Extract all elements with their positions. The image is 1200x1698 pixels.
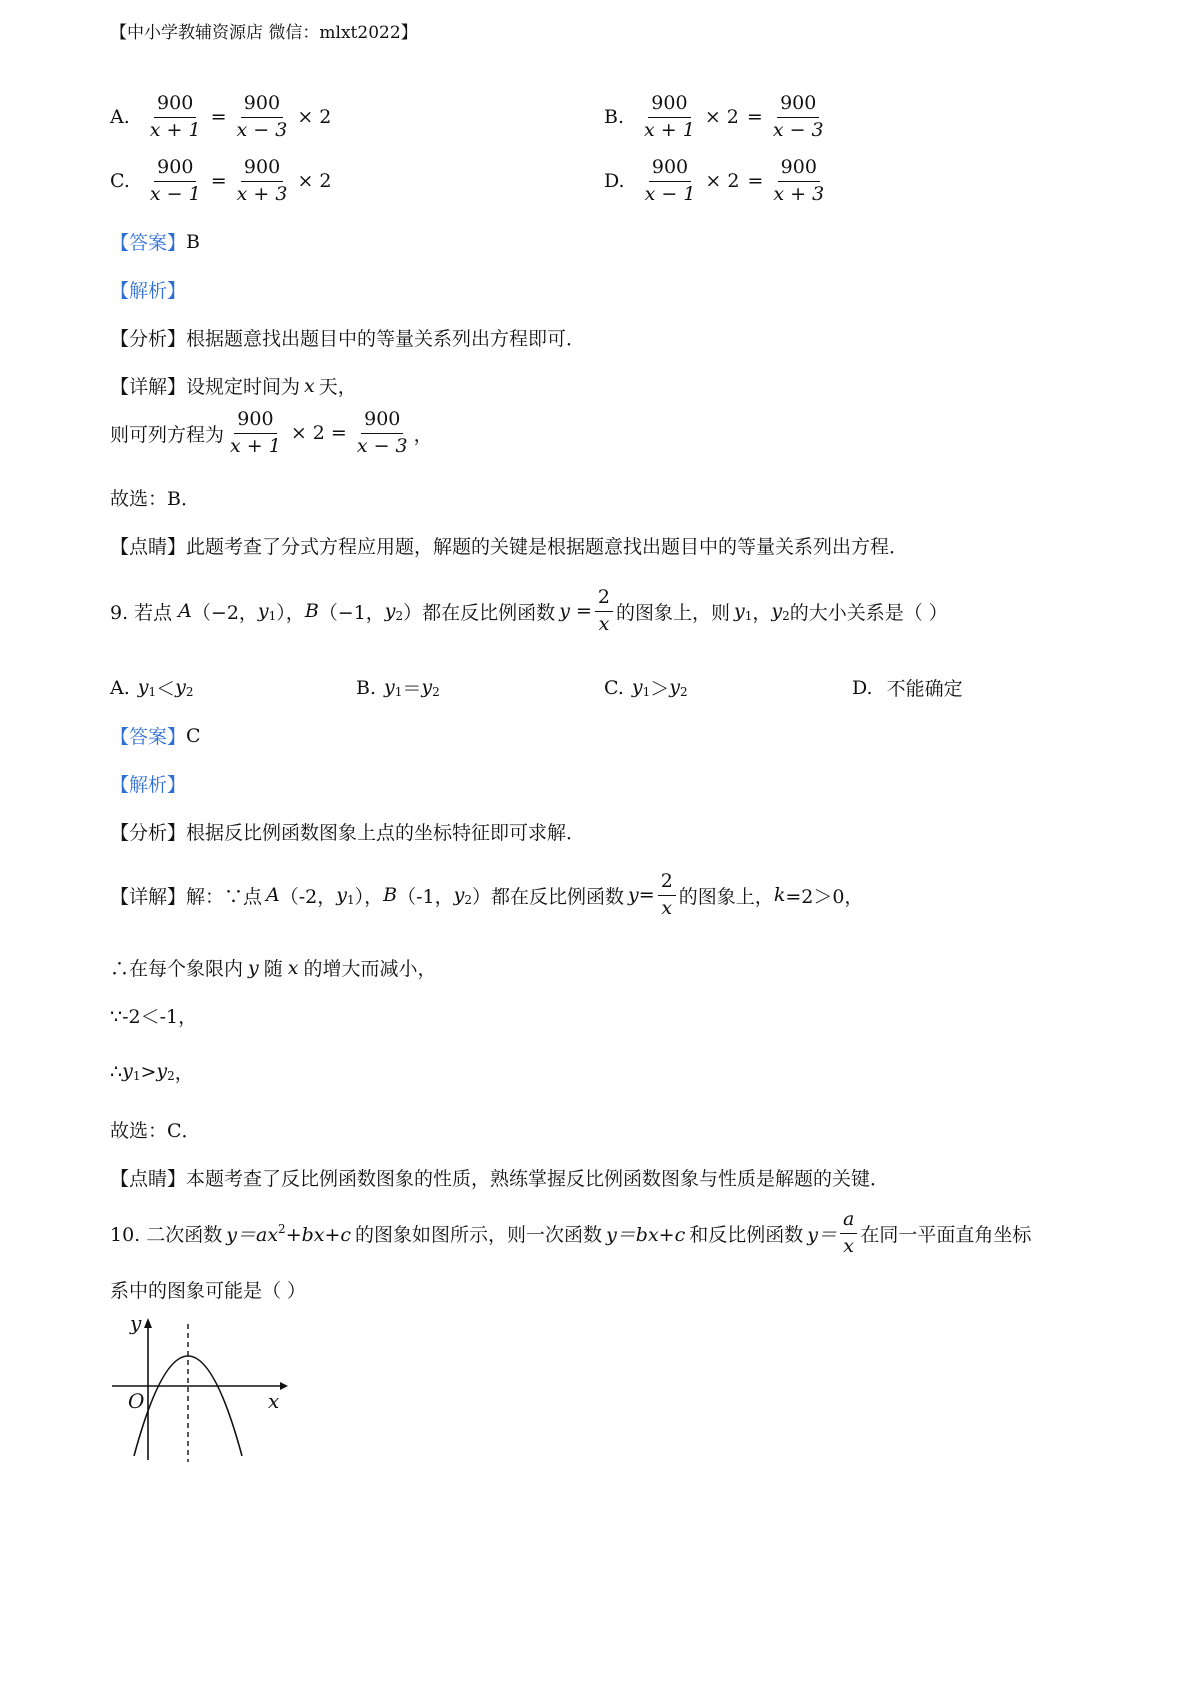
jiexi-label: 【解析】 [110, 774, 187, 796]
text: 10. 二次函数 [110, 1223, 223, 1246]
text: 在同一平面直角坐标 [860, 1223, 1032, 1246]
text: 随 [263, 958, 283, 980]
q9-option-b: B. $y_1$ ＝ $y_2$ [356, 676, 440, 700]
y1: $y_1$ [122, 1060, 141, 1083]
y2: $y_2$ [384, 599, 404, 623]
fraction: $\frac{2}{x}$ [595, 588, 613, 635]
q9-option-d: D. 不能确定 [852, 676, 963, 700]
answer-value: C [186, 724, 201, 747]
q8-dianjing [110, 532, 908, 559]
x-label: x [268, 1389, 280, 1413]
q8-jiexi [110, 276, 186, 303]
q9-line2 [110, 954, 437, 981]
equals-sign: = [210, 170, 227, 193]
fenxi-text: 根据题意找出题目中的等量关系列出方程即可． [186, 328, 586, 350]
origin-label: O [128, 1389, 145, 1413]
text: （−1， [318, 601, 385, 624]
xiangjie-label: 【详解】 [110, 885, 187, 908]
fraction: $\frac{900}{x + 3}$ [236, 156, 288, 205]
text: 天， [318, 376, 357, 398]
text: > [140, 1060, 157, 1083]
fraction: $\frac{900}{x - 3}$ [236, 92, 288, 141]
times-two: × 2 [705, 170, 740, 193]
equals-sign: = [210, 106, 227, 129]
text: 的图象如图所示，则一次函数 [355, 1223, 603, 1246]
y2: $y_2$ [453, 883, 473, 907]
fenxi-label: 【分析】 [110, 328, 187, 350]
fraction: $\frac{900}{x + 1}$ [149, 92, 201, 141]
q9-guxuan [110, 1116, 201, 1143]
text: （-2， [279, 885, 337, 908]
quadratic-expr: $y=ax^2+bx+c$ [226, 1221, 352, 1246]
dianjing-label: 【点睛】 [110, 1168, 187, 1190]
times-equals: × 2 = [290, 422, 347, 445]
y-axis-arrow [144, 1318, 152, 1328]
var-x: x [287, 956, 299, 979]
dianjing-text: 本题考查了反比例函数图象的性质，熟练掌握反比例函数图象与性质是解题的关键． [186, 1168, 890, 1190]
y-label: y [130, 1316, 142, 1335]
q8-option-d [604, 158, 830, 205]
text: ， [752, 601, 772, 624]
text: ， [174, 1062, 194, 1084]
fraction: $\frac{a}{x}$ [840, 1210, 857, 1257]
var-x: x [304, 374, 315, 397]
y1: $y_1$ [257, 599, 277, 623]
text: ∴在每个象限内 [110, 958, 244, 980]
times-two: × 2 [297, 170, 332, 193]
jiexi-label: 【解析】 [110, 280, 187, 302]
q9-jiexi [110, 770, 186, 797]
fraction: $\frac{900}{x + 1}$ [644, 92, 695, 141]
fraction: $\frac{900}{x + 1}$ [230, 408, 281, 457]
q8-equation [110, 410, 433, 457]
q9-line4 [110, 1058, 194, 1085]
linear-expr: y＝bx+c [606, 1223, 686, 1246]
y1: $y_1$ [734, 599, 753, 623]
text: =2＞0， [785, 885, 864, 908]
q8-option-c [110, 158, 336, 205]
text: 和反比例函数 [689, 1223, 804, 1246]
text: 的图象上，则 [615, 601, 730, 624]
option-letter: B. [604, 106, 625, 129]
text: y＝ [807, 1223, 837, 1246]
q8-option-b [604, 94, 830, 141]
q10-parabola-graph [108, 1316, 288, 1466]
y2: $y_2$ [771, 599, 790, 623]
text: （−2， [191, 601, 258, 624]
q9-option-c: C. $y_1$ ＞ $y_2$ [604, 676, 688, 700]
text: ）， [354, 885, 384, 908]
fraction: $\frac{900}{x - 3}$ [772, 92, 824, 141]
answer-label: 【答案】 [110, 726, 187, 748]
times-two: × 2 [704, 106, 739, 129]
q10-stem-line2 [110, 1276, 306, 1303]
y2: $y_2$ [156, 1060, 175, 1083]
q8-fenxi [110, 324, 585, 351]
text: ∵-2＜-1， [110, 1006, 198, 1028]
q9-answer [110, 722, 201, 749]
var-y: y [248, 956, 259, 979]
y1: $y_1$ [336, 883, 355, 907]
q9-line3 [110, 1002, 197, 1029]
q9-stem [110, 588, 948, 635]
q9-option-a: A. $y_1$ ＜ $y_2$ [110, 676, 194, 700]
text: 故选：B． [110, 488, 200, 510]
x-axis-arrow [280, 1382, 288, 1390]
text: 故选：C． [110, 1120, 201, 1142]
q8-xiangjie [110, 372, 357, 399]
dianjing-label: 【点睛】 [110, 536, 187, 558]
q9-xiangjie [110, 872, 863, 919]
times-two: × 2 [297, 106, 332, 129]
text: 的大小关系是（ ） [789, 601, 948, 624]
text: y= [628, 884, 655, 907]
dianjing-text: 此题考查了分式方程应用题，解题的关键是根据题意找出题目中的等量关系列出方程． [186, 536, 909, 558]
text: 则可列方程为 [110, 423, 225, 446]
text: ）， [276, 601, 305, 624]
text: ∴ [110, 1060, 123, 1083]
text: 系中的图象可能是（ ） [110, 1280, 307, 1302]
var-k: k [773, 884, 786, 907]
text: ）都在反比例函数 [403, 601, 556, 624]
text: 的图象上， [678, 885, 774, 908]
option-letter: A. [110, 106, 130, 129]
q8-guxuan [110, 484, 200, 511]
q8-option-a [110, 94, 335, 141]
q8-answer [110, 228, 200, 255]
q10-stem-line1 [110, 1210, 1031, 1257]
equals-sign: = [746, 106, 763, 129]
equals-sign: = [747, 170, 764, 193]
text: 解：∵点 [186, 885, 263, 908]
q9-fenxi [110, 818, 585, 845]
text: 设规定时间为 [186, 376, 301, 398]
fraction: $\frac{900}{x + 3}$ [773, 156, 825, 205]
fenxi-label: 【分析】 [110, 822, 187, 844]
option-letter: C. [110, 170, 130, 193]
answer-value: B [186, 230, 200, 253]
header-watermark: 【中小学教辅资源店 微信：mlxt2022】 [110, 23, 418, 43]
fraction: $\frac{900}{x - 3}$ [356, 408, 408, 457]
text: y = [559, 600, 592, 623]
fenxi-text: 根据反比例函数图象上点的坐标特征即可求解． [186, 822, 586, 844]
q9-dianjing [110, 1164, 889, 1191]
point-a: A [178, 600, 192, 623]
text: ）都在反比例函数 [472, 885, 625, 908]
text: （-1， [397, 885, 454, 908]
fraction: $\frac{900}{x - 1}$ [644, 156, 696, 205]
fraction: $\frac{2}{x}$ [658, 872, 676, 919]
text: 9. 若点 [110, 601, 173, 624]
answer-label: 【答案】 [110, 232, 187, 254]
text: ， [413, 423, 433, 446]
point-b: B [304, 600, 319, 623]
text: 的增大而减小， [303, 958, 437, 980]
point-b: B [383, 884, 398, 907]
fraction: $\frac{900}{x - 1}$ [149, 156, 201, 205]
point-a: A [266, 884, 280, 907]
option-letter: D. [604, 170, 625, 193]
xiangjie-label: 【详解】 [110, 376, 187, 398]
